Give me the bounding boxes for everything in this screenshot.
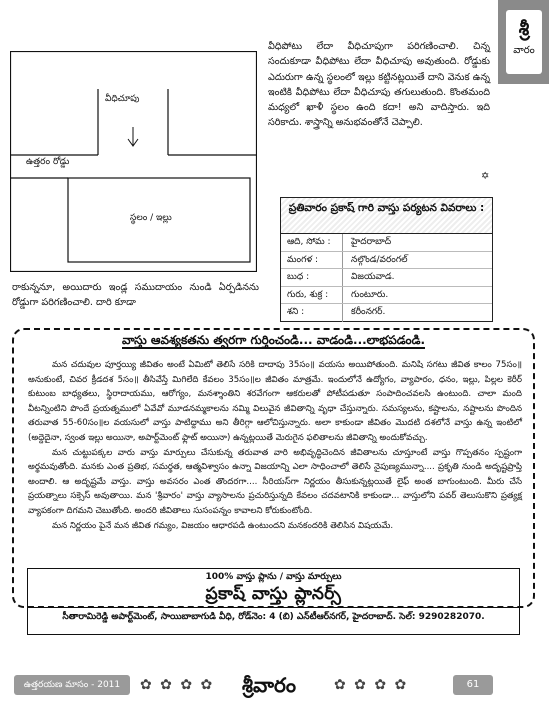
ad-tagline: 100% వాస్తు ప్లాను / వాస్తు మార్పులు	[205, 572, 342, 582]
tab-subtitle: వారం	[513, 45, 535, 56]
vastu-advert-box	[12, 328, 535, 608]
schedule-place: నల్గొండ/వరంగల్	[351, 254, 408, 265]
schedule-box	[280, 197, 493, 322]
advert-body	[28, 358, 522, 533]
advert-headline	[14, 333, 533, 350]
advert-headline-text: వాస్తు ఆవశ్యకతను త్వరగా గుర్తించండి... వాడండి...లాభపడండి.	[121, 333, 426, 347]
magazine-tab	[498, 0, 549, 84]
schedule-place: విజయవాడ.	[351, 272, 395, 282]
article-right-column: వీధిపోటు లేదా వీధిచూపుగా పరిగణించాలి. చిన్న సందుకూడా వీధిపోటు లేదా వీధిచూపు అవుతుంది. రోడ్డుకు ఎదురుగా ఉన్న స్థలంలో ఇల్లు కట్టినట్లయితే దాని వెనుక ఉన్న ఇంటికి వీధిపోటు లేదా వీధిచూపు తగులుతుంది. కొంతమంది మధ్యలో ఖాళీ స్థలం ఉంది కదా! అని వాదిస్తారు. ఇది సరికాదు. శాస్త్రాన్ని అనుభవంతోనే చెప్పాలి.	[268, 41, 490, 129]
tab-inner	[506, 10, 542, 74]
article-left-column: రాకున్ననూ, అయిదారు ఇండ్ల సముదాయం నుండి ఏర్పడినను రోడ్డుగా పరిగణించాలి. దారి కూడా	[12, 282, 259, 309]
footer-logo: శ్రీవారం	[242, 673, 296, 697]
schedule-row	[281, 287, 492, 305]
advert-paragraph-2: మన చుట్టుపక్కల వారు వాస్తు మార్పులు చేసుకున్న తరువాత వారి అభివృద్ధిచెందిన జీవితాలను చూస్తూంటే వాస్తు గొప్పతనం స్పష్టంగా అర్థమవుతోంది. మనకు ఎంత ప్రతిభ, సమర్థత, ఆత్మవిశ్వాసం ఉన్నా విజయాన్ని ఎలా సాధించాలో తెలిసే నైపుణ్యమున్నా.... ప్రకృతి నుండి అదృష్టప్రాప్తి అందాలి. ఆ అదృష్టమే వాస్తు. వాస్తు అవసరం ఎంత తొందరగా.... సీరియస్‌గా నిర్ణయం తీసుకున్నట్లయితే లైఫ్ అంత బాగుంటుంది. మీరు చేసే ప్రయత్నాలు సక్సెస్ అవుతాయి. మన 'శ్రీవారం' వాస్తు వ్యాసాలను ప్రచురిస్తున్నది కేవలం చదవటానికి కాకుండా... వాస్తులోని పవర్ తెలుసుకొని ప్రత్యక్ష వ్యాపకంగా దిగమని చెబుతోంది. అందరి జీవితాలు సుసంపన్నం కావాలని కోరుకుంటోంది.	[28, 447, 522, 516]
schedule-day: శని :	[281, 304, 343, 322]
schedule-day: బుధ :	[281, 269, 343, 286]
footer-ornament-icon: ✿ ✿ ✿ ✿	[334, 677, 409, 693]
page-number: 61	[453, 675, 493, 695]
schedule-day: ఆది, సోమ :	[281, 234, 343, 251]
footer-ornament-icon: ✿ ✿ ✿ ✿	[140, 677, 215, 693]
schedule-day: గురు, శుక్ర :	[281, 287, 343, 304]
schedule-place: గుంటూరు.	[351, 289, 389, 300]
schedule-day: మంగళ :	[281, 252, 343, 269]
tab-logo: శ్రీ	[518, 18, 530, 40]
schedule-row	[281, 304, 492, 322]
vastu-diagram	[10, 51, 257, 272]
ad-brand-name: ప్రకాష్ వాస్తు ప్లానర్స్	[205, 584, 342, 604]
schedule-place: హైదరాబాద్	[351, 237, 392, 247]
planner-ad-box	[27, 568, 520, 635]
schedule-row	[281, 252, 492, 270]
ad-divider	[28, 607, 519, 608]
schedule-title: ప్రతివారం ప్రకాష్ గారి వాస్తు పర్యటన వివరాలు :	[281, 198, 492, 234]
label-north-road: ఉత్తరం రోడ్డు	[26, 157, 70, 167]
ad-address: సీతారామిరెడ్డి అపార్ట్‌మెంట్, సాయిబాబాగుడి వీధి, రోడ్‌నెం: 4 (బి) ఎన్‌టీఆర్‌నగర్, హైదరాబాద్. సెల్: 9290282070.	[62, 612, 485, 622]
schedule-row	[281, 234, 492, 252]
label-street-view: వీధిచూపు	[105, 94, 140, 104]
advert-paragraph-1: మన చదువుల పూర్తయ్యి జీవితం అంటే ఏమిటో తెలిసే సరికి దాదాపు 35సం॥ వయసు అయిపోతుంది. మనిషి సగటు జీవిత కాలం 75సం॥ అనుకుంటే, చివర క్రీడదశ 5సం॥ తీసివేస్తే మిగిలేది కేవలం 35సం॥ల జీవితం మాత్రమే. ఇందులోనే ఉద్యోగం, వ్యాపారం, ధనం, ఇల్లు, పిల్లల కెరీర్ కుటుంబ బాధ్యతలు, స్థిరాదాయము, ఆరోగ్యం, మనశ్శాంతిని శరవేగంగా ఆకరులతో పోటీపడుతూ సంపాదించవలసి ఉంటుంది. చాలా మంది వీటన్నింటిని పొందే ప్రయత్నములో ఏవేవో మూడనమ్మకాలను నమ్మి విలువైన జీవితాన్ని వృధా చేస్తున్నారు. సమస్యలను, కష్టాలను, నష్టాలను పొందిన తరువాత 55-60సం॥ల వయసులో వాస్తు పాటిద్దాము అని తీరిగ్గా ఆలోచిస్తున్నారు. అలా కాకుండా జీవితం మొదటి దశలోనే వాస్తు ఉన్న ఇంటిలో (అద్దెదైనా, స్వంత ఇల్లు అయినా, అపార్ట్‌మెంట్ ఫ్లాట్ అయినా) ఉన్నట్లయితే మెరుగైన ఫలితాలను జీవితాన్ని అందుకోవచ్చు.	[28, 360, 522, 443]
schedule-place: కరీంనగర్.	[351, 307, 386, 317]
page-footer	[6, 671, 541, 699]
footer-issue: ఉత్తరయణ మాసం - 2011	[14, 675, 130, 695]
star-ornament: ✡	[481, 171, 490, 182]
label-plot-house: స్థలం / ఇల్లు	[130, 213, 172, 223]
advert-paragraph-3: మన నిర్ణయం పైనే మన జీవిత గమ్యం, విజయం ఆధారపడి ఉంటుందని మనకందరికి తెలిసిన విషయమే.	[52, 520, 394, 531]
schedule-row	[281, 269, 492, 287]
